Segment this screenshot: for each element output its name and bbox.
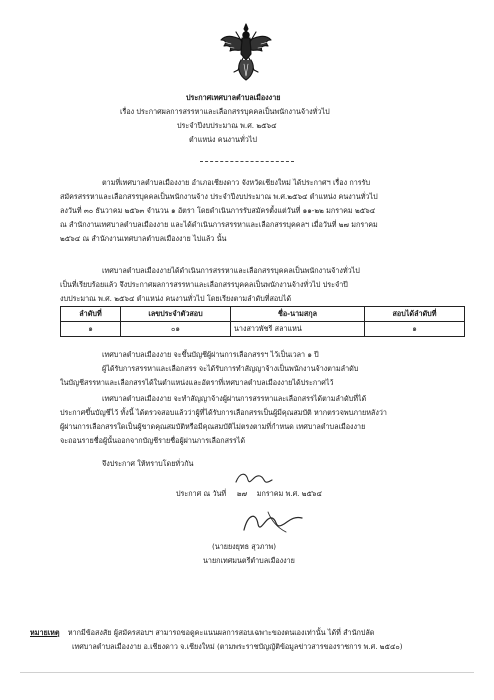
handwritten-initial-icon: [232, 468, 278, 490]
para2-line: เป็นที่เรียบร้อยแล้ว จึงประกาศผลการสรรหาและเลือกสรรบุคคลเป็นพนักงานจ้างทั่วไป ประจำปี: [60, 280, 348, 289]
para1-line: ตามที่เทศบาลตำบลเมืองงาย อำเภอเชียงดาว จังหวัดเชียงใหม่ ได้ประกาศฯ เรื่อง การรับ: [102, 178, 371, 187]
signer-title: นายกเทศมนตรีตำบลเมืองงาย: [203, 556, 295, 565]
para1-line: ณ สำนักงานเทศบาลตำบลเมืองงาย และได้ดำเนินการสรรหาและเลือกสรรบุคคลฯ เมื่อวันที่ ๒๗ มกราคม: [60, 220, 378, 229]
col-header-order: ลำดับที่: [61, 307, 121, 322]
table-row: [61, 322, 465, 337]
para4-line: จะถอนรายชื่อผู้นั้นออกจากบัญชีรายชื่อผู้ผ่านการเลือกสรรได้: [60, 436, 245, 445]
note-label: หมายเหตุ: [30, 628, 60, 637]
date-prefix: ประกาศ ณ วันที่: [176, 489, 227, 498]
note-line-1: [30, 628, 374, 638]
para1-line: ลงวันที่ ๓๐ ธันวาคม ๒๕๖๓ จำนวน ๑ อัตรา โดยดำเนินการรับสมัครตั้งแต่วันที่ ๑๑-๒๒ มกราคม ๒๕๖๔: [60, 206, 376, 215]
note-text-1: หากมีข้อสงสัย ผู้สมัครสอบฯ สามารถขอดูคะแนนผลการสอบเฉพาะของตนเองเท่านั้น ได้ที่ สำนักปลัด: [67, 628, 375, 637]
col-header-name: ชื่อ-นามสกุล: [231, 307, 365, 322]
cell-exam-id: ๐๑: [121, 322, 231, 337]
para2-line: งบประมาณ พ.ศ. ๒๕๖๔ ตำแหน่ง คนงานทั่วไป โดยเรียงตามลำดับที่สอบได้: [60, 294, 292, 303]
signer-name: (นายยงยุทธ สุวภาพ): [212, 542, 277, 551]
table-header-row: [61, 307, 465, 322]
para3-line: ในบัญชีสรรหาและเลือกสรรได้ในตำแหน่งและอัตราที่เทศบาลตำบลเมืองงายได้ประกาศไว้: [60, 378, 334, 387]
para4-line: ประกาศขึ้นบัญชีไว้ ทั้งนี้ ได้ตรวจสอบแล้วว่าผู้ที่ได้รับการเลือกสรรเป็นผู้มีคุณสมบัติ หากตรวจพบภายหลังว่า: [60, 408, 387, 417]
page-bottom-rule: [20, 672, 474, 673]
announcement-title: ประกาศเทศบาลตำบลเมืองงาย: [186, 93, 281, 102]
col-header-exam-id: เลขประจำตัวสอบ: [121, 307, 231, 322]
note-text-2: เทศบาลตำบลเมืองงาย อ.เชียงดาว จ.เชียงใหม่ (ตามพระราชบัญญัติข้อมูลข่าวสารของราชการ พ.ศ. ๒๕๔๐): [72, 642, 403, 651]
date-line: [176, 489, 322, 499]
cell-rank: ๑: [365, 322, 465, 337]
para3-line: ผู้ได้รับการสรรหาและเลือกสรร จะได้รับการทำสัญญาจ้างเป็นพนักงานจ้างตามลำดับ: [102, 364, 359, 373]
results-table: [60, 306, 465, 337]
signature-icon: [238, 508, 308, 538]
para1-line: ๒๕๖๔ ณ สำนักงานเทศบาลตำบลเมืองงาย ไปแล้ว นั้น: [60, 234, 227, 243]
subject-line: เรื่อง ประกาศผลการสรรหาและเลือกสรรบุคคลเป็นพนักงานจ้างทั่วไป: [120, 107, 330, 116]
date-suffix: มกราคม พ.ศ. ๒๕๖๔: [256, 489, 322, 498]
garuda-emblem-icon: [218, 20, 274, 84]
cell-order: ๑: [61, 322, 121, 337]
date-day: ๒๗: [236, 489, 247, 498]
para4-line: เทศบาลตำบลเมืองงาย จะทำสัญญาจ้างผู้ผ่านการสรรหาและเลือกสรรได้ตามลำดับที่ได้: [102, 394, 367, 403]
position-line: ตำแหน่ง คนงานทั่วไป: [189, 135, 257, 144]
para1-line: สมัครสรรหาและเลือกสรรบุคคลเป็นพนักงานจ้าง ประจำปีงบประมาณ พ.ศ.๒๕๖๔ ตำแหน่ง คนงานทั่วไป: [60, 192, 378, 201]
fiscal-year-line: ประจำปีงบประมาณ พ.ศ. ๒๕๖๔: [177, 121, 277, 130]
col-header-rank: สอบได้ลำดับที่: [365, 307, 465, 322]
header-divider: [200, 161, 294, 162]
closing-line: จึงประกาศ ให้ทราบโดยทั่วกัน: [102, 459, 194, 468]
cell-name: นางสาวพัชรี สลาแหน่: [231, 322, 365, 337]
para2-line: เทศบาลตำบลเมืองงายได้ดำเนินการสรรหาและเลือกสรรบุคคลเป็นพนักงานจ้างทั่วไป: [102, 266, 360, 275]
para4-line: ผู้ผ่านการเลือกสรรใดเป็นผู้ขาดคุณสมบัติหรือมีคุณสมบัติไม่ตรงตามที่กำหนด เทศบาลตำบลเมืองงาย: [60, 422, 366, 431]
para3-line: เทศบาลตำบลเมืองงาย จะขึ้นบัญชีผู้ผ่านการเลือกสรรฯ ไว้เป็นเวลา ๑ ปี: [102, 350, 319, 359]
